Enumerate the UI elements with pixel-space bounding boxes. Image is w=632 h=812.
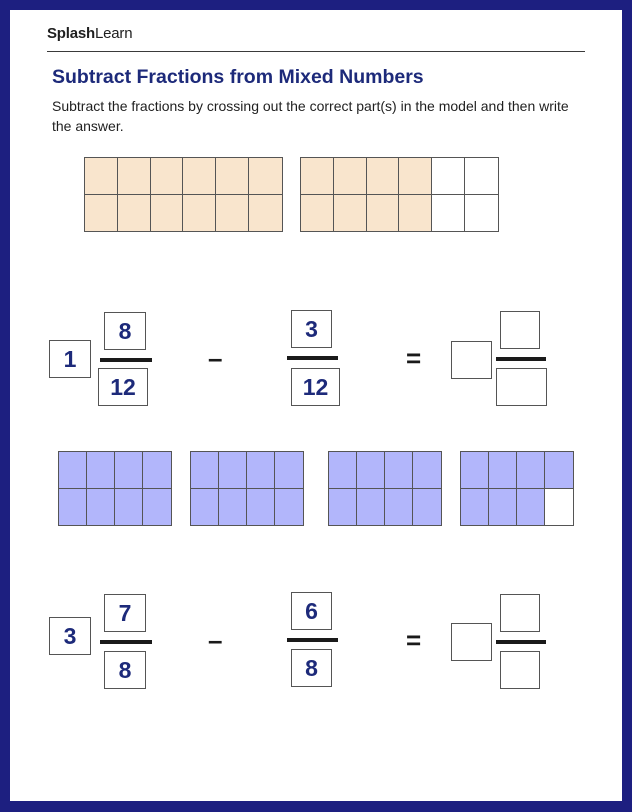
denominator-box: 12 [98,368,148,406]
model-cell[interactable] [413,489,441,526]
fraction-model-part [460,451,574,526]
fraction-model-part [300,157,499,232]
denominator-box: 8 [104,651,146,689]
model-cell[interactable] [517,489,545,526]
answer-whole-input[interactable] [451,623,492,661]
model-cell[interactable] [465,158,498,195]
model-cell[interactable] [183,195,216,232]
instructions: Subtract the fractions by crossing out the correct part(s) in the model and then write the answer. [52,98,569,134]
answer-denominator-input[interactable] [500,651,540,689]
model-cell[interactable] [118,158,151,195]
model-cell[interactable] [247,452,275,489]
answer-whole-input[interactable] [451,341,492,379]
brand-logo: SplashLearn [47,25,133,42]
answer-denominator-input[interactable] [496,368,547,406]
model-cell[interactable] [334,195,367,232]
subtrahend-numerator-box: 6 [291,592,332,630]
equals-sign: = [406,343,422,373]
model-cell[interactable] [334,158,367,195]
model-cell[interactable] [461,489,489,526]
model-cell[interactable] [545,452,573,489]
model-cell[interactable] [367,158,400,195]
model-cell[interactable] [191,489,219,526]
subtrahend-denominator-box: 12 [291,368,340,406]
model-cell[interactable] [216,158,249,195]
numerator-box: 7 [104,594,146,632]
minus-sign: – [208,625,223,655]
model-cell[interactable] [489,452,517,489]
fraction-bar [100,358,152,362]
model-cell[interactable] [357,489,385,526]
subtrahend-numerator-box: 3 [291,310,332,348]
answer-numerator-input[interactable] [500,594,540,632]
fraction-model-whole [328,451,442,526]
model-cell[interactable] [87,489,115,526]
model-cell[interactable] [301,195,334,232]
model-cell[interactable] [115,489,143,526]
model-cell[interactable] [465,195,498,232]
model-cell[interactable] [151,158,184,195]
fraction-bar [496,640,546,644]
page-title: Subtract Fractions from Mixed Numbers [52,66,424,88]
numerator-box: 8 [104,312,146,350]
model-cell[interactable] [59,489,87,526]
whole-number-box: 1 [49,340,91,378]
model-cell[interactable] [545,489,573,526]
model-cell[interactable] [329,452,357,489]
model-cell[interactable] [489,489,517,526]
model-cell[interactable] [183,158,216,195]
fraction-bar [287,638,338,642]
model-cell[interactable] [517,452,545,489]
fraction-bar [100,640,152,644]
model-cell[interactable] [219,489,247,526]
model-cell[interactable] [85,158,118,195]
model-cell[interactable] [143,489,171,526]
fraction-model-whole [58,451,172,526]
model-cell[interactable] [191,452,219,489]
model-cell[interactable] [216,195,249,232]
model-cell[interactable] [399,158,432,195]
model-cell[interactable] [367,195,400,232]
model-cell[interactable] [59,452,87,489]
answer-numerator-input[interactable] [500,311,540,349]
model-cell[interactable] [399,195,432,232]
subtrahend-denominator-box: 8 [291,649,332,687]
model-cell[interactable] [118,195,151,232]
model-cell[interactable] [385,452,413,489]
worksheet [10,10,622,801]
fraction-model-whole [190,451,304,526]
fraction-bar [287,356,338,360]
fraction-model-whole [84,157,283,232]
whole-number-box: 3 [49,617,91,655]
model-cell[interactable] [461,452,489,489]
model-cell[interactable] [432,195,465,232]
model-cell[interactable] [151,195,184,232]
model-cell[interactable] [247,489,275,526]
model-cell[interactable] [85,195,118,232]
equals-sign: = [406,625,422,655]
model-cell[interactable] [115,452,143,489]
model-cell[interactable] [219,452,247,489]
model-cell[interactable] [249,195,282,232]
model-cell[interactable] [329,489,357,526]
model-cell[interactable] [432,158,465,195]
fraction-bar [496,357,546,361]
model-cell[interactable] [275,452,303,489]
model-cell[interactable] [143,452,171,489]
model-cell[interactable] [301,158,334,195]
model-cell[interactable] [413,452,441,489]
header-divider [47,51,585,52]
model-cell[interactable] [385,489,413,526]
minus-sign: – [208,343,223,373]
model-cell[interactable] [87,452,115,489]
model-cell[interactable] [357,452,385,489]
model-cell[interactable] [249,158,282,195]
model-cell[interactable] [275,489,303,526]
